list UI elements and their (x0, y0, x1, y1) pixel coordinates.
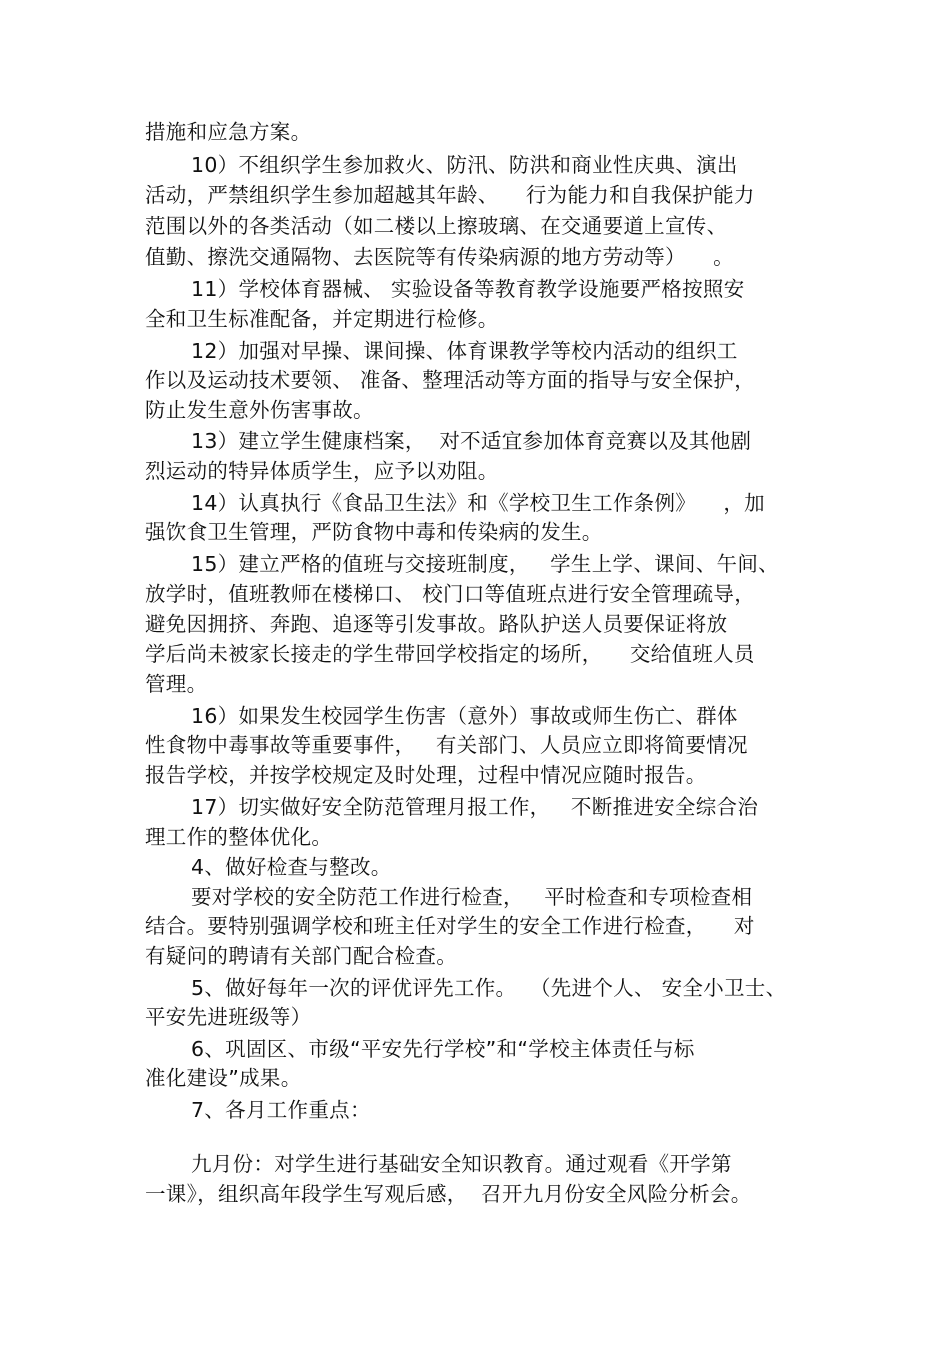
text-line: 值勤、擦洗交通隔物、去医院等有传染病源的地方劳动等） 。 (145, 245, 734, 269)
text-line: 14）认真执行《食品卫生法》和《学校卫生工作条例》 ，加 (191, 491, 765, 515)
text-line: 性食物中毒事故等重要事件， 有关部门、人员应立即将简要情况 (145, 733, 748, 757)
text-line: 范围以外的各类活动（如二楼以上擦玻璃、在交通要道上宣传、 (145, 214, 728, 238)
text-line: 学后尚未被家长接走的学生带回学校指定的场所， 交给值班人员 (145, 642, 755, 666)
text-line: 15）建立严格的值班与交接班制度， 学生上学、课间、午间、 (191, 552, 779, 576)
text-line: 结合。要特别强调学校和班主任对学生的安全工作进行检查， 对 (145, 914, 755, 938)
text-line: 放学时，值班教师在楼梯口、 校门口等值班点进行安全管理疏导， (145, 582, 756, 606)
text-line: 16）如果发生校园学生伤害（意外）事故或师生伤亡、群体 (191, 704, 738, 728)
text-line: 准化建设”成果。 (145, 1066, 302, 1090)
text-line: 6、巩固区、市级“平安先行学校”和“学校主体责任与标 (191, 1037, 695, 1061)
text-line: 九月份：对学生进行基础安全知识教育。通过观看《开学第 (191, 1152, 732, 1176)
text-line: 活动，严禁组织学生参加超越其年龄、 行为能力和自我保护能力 (145, 183, 755, 207)
text-line: 7、各月工作重点： (191, 1098, 371, 1122)
text-line: 措施和应急方案。 (145, 120, 312, 144)
text-line: 13）建立学生健康档案， 对不适宜参加体育竞赛以及其他剧 (191, 429, 752, 453)
text-line: 有疑问的聘请有关部门配合检查。 (145, 944, 457, 968)
text-line: 要对学校的安全防范工作进行检查， 平时检查和专项检查相 (191, 885, 753, 909)
text-line: 11）学校体育器械、 实验设备等教育教学设施要严格按照安 (191, 277, 745, 301)
text-line: 17）切实做好安全防范管理月报工作， 不断推进安全综合治 (191, 795, 759, 819)
text-line: 管理。 (145, 672, 208, 696)
text-line: 强饮食卫生管理，严防食物中毒和传染病的发生。 (145, 520, 603, 544)
text-line: 全和卫生标准配备，并定期进行检修。 (145, 307, 499, 331)
text-line: 12）加强对早操、课间操、体育课教学等校内活动的组织工 (191, 339, 738, 363)
text-line: 报告学校，并按学校规定及时处理，过程中情况应随时报告。 (145, 763, 707, 787)
text-line: 防止发生意外伤害事故。 (145, 398, 374, 422)
text-line: 作以及运动技术要领、 准备、整理活动等方面的指导与安全保护， (145, 368, 756, 392)
text-line: 理工作的整体优化。 (145, 825, 333, 849)
text-line: 10）不组织学生参加救火、防汛、防洪和商业性庆典、演出 (191, 153, 738, 177)
text-line: 避免因拥挤、奔跑、追逐等引发事故。路队护送人员要保证将放 (145, 612, 728, 636)
text-line: 一课》，组织高年段学生写观后感， 召开九月份安全风险分析会。 (145, 1182, 752, 1206)
text-line: 4、做好检查与整改。 (191, 855, 392, 879)
text-line: 平安先进班级等） (145, 1005, 312, 1029)
text-line: 烈运动的特异体质学生，应予以劝阻。 (145, 459, 499, 483)
text-line: 5、做好每年一次的评优评先工作。 （先进个人、 安全小卫士、 (191, 976, 787, 1000)
